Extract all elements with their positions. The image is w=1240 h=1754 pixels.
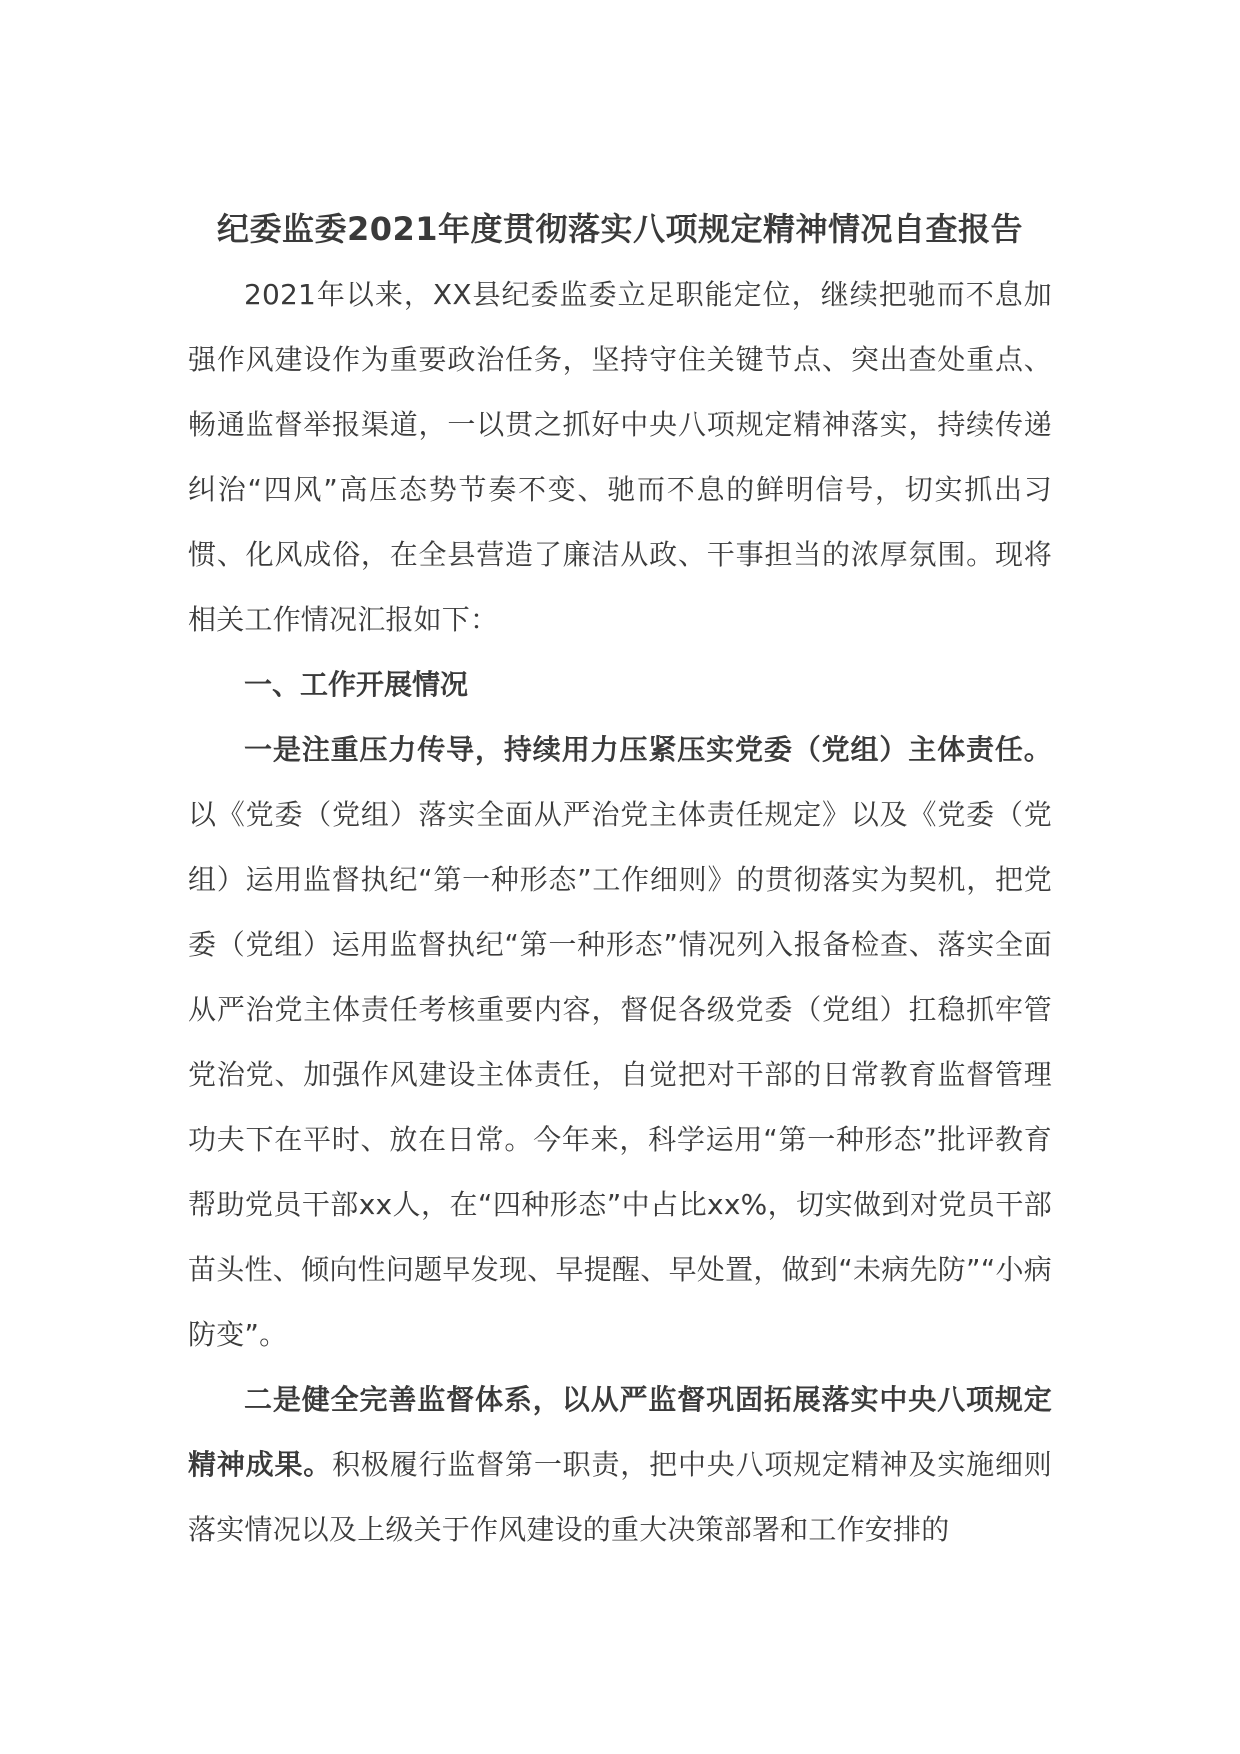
section-heading: 一、工作开展情况	[244, 668, 469, 701]
document-body	[188, 196, 1052, 1562]
item-2-paragraph	[188, 1367, 1052, 1562]
document-title: 纪委监委2021年度贯彻落实八项规定精神情况自查报告	[216, 210, 1024, 248]
item-1-lead: 一是注重压力传导，持续用力压紧压实党委（党组）主体责任。	[244, 733, 1052, 766]
item-2-lead: 二是健全完善监督体系，以从严监督巩固拓展落实中央八项规定精神成果。	[188, 1383, 1052, 1481]
item-1-body: 以《党委（党组）落实全面从严治党主体责任规定》以及《党委（党组）运用监督执纪“第一种形态”工作细则》的贯彻落实为契机，把党委（党组）运用监督执纪“第一种形态”情况列入报备检查、落实全面从严治党主体责任考核重要内容，督促各级党委（党组）扛稳抓牢管党治党、加强作风建设主体责任，自觉把对干部的日常教育监督管理功夫下在平时、放在日常。今年来，科学运用“第一种形态”批评教育帮助党员干部xx人，在“四种形态”中占比xx%，切实做到对党员干部苗头性、倾向性问题早发现、早提醒、早处置，做到“未病先防”“小病防变”。	[188, 798, 1052, 1351]
intro-paragraph: 2021年以来，XX县纪委监委立足职能定位，继续把驰而不息加强作风建设作为重要政治任务，坚持守住关键节点、突出查处重点、畅通监督举报渠道，一以贯之抓好中央八项规定精神落实，持续传递纠治“四风”高压态势节奏不变、驰而不息的鲜明信号，切实抓出习惯、化风成俗，在全县营造了廉洁从政、干事担当的浓厚氛围。现将相关工作情况汇报如下：	[188, 278, 1052, 636]
item-2-body: 积极履行监督第一职责，把中央八项规定精神及实施细则落实情况以及上级关于作风建设的重大决策部署和工作安排的	[188, 1448, 1052, 1546]
item-1-paragraph	[188, 717, 1052, 1367]
